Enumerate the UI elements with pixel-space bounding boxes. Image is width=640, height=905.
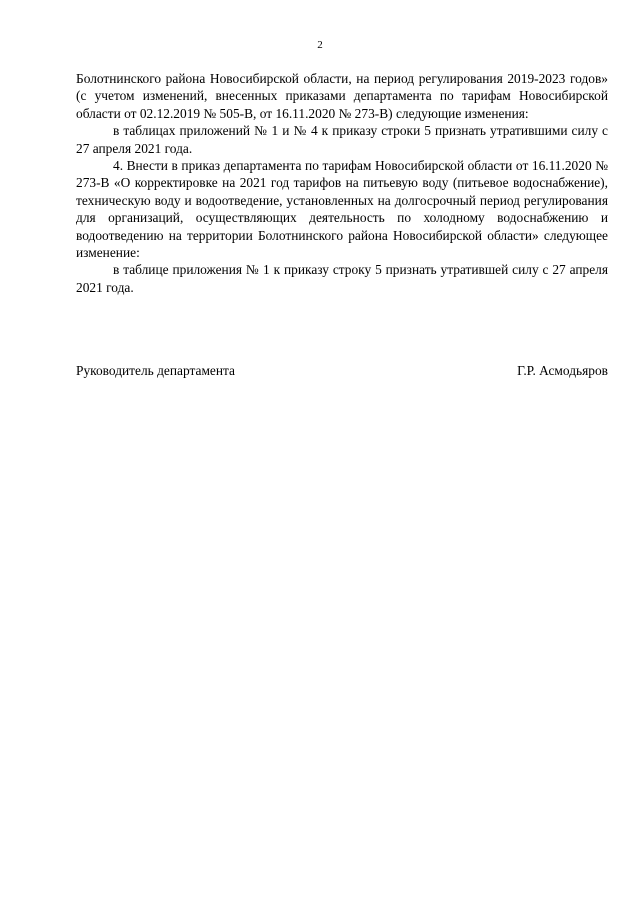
- signature-block: [76, 362, 608, 379]
- paragraph-item-4: 4. Внести в приказ департамента по тарифам Новосибирской области от 16.11.2020 № 273-В «О корректировке на 2021 год тарифов на питьевую воду (питьевое водоснабжение), техническую воду и водоотведение, установленных на долгосрочный период регулирования для организаций, осуществляющих деятельность по холодному водоснабжению и водоотведению на территории Болотнинского района Новосибирской области» следующее изменение:: [76, 158, 608, 261]
- paragraph-continuation: Болотнинского района Новосибирской области, на период регулирования 2019-2023 годов» (с учетом изменений, внесенных приказами департамента по тарифам Новосибирской области от 02.12.2019 № 505-В, от 16.11.2020 № 273-В) следующие изменения:: [76, 71, 608, 121]
- paragraph-tables-change: в таблицах приложений № 1 и № 4 к приказу строки 5 признать утратившими силу с 27 апреля 2021 года.: [76, 123, 608, 156]
- document-body: [76, 70, 608, 296]
- signature-position: Руководитель департамента: [76, 363, 235, 378]
- page-number: 2: [317, 39, 323, 51]
- signature-name: Г.Р. Асмодьяров: [517, 363, 608, 378]
- paragraph-table-change: в таблице приложения № 1 к приказу строку 5 признать утратившей силу с 27 апреля 2021 года.: [76, 262, 608, 295]
